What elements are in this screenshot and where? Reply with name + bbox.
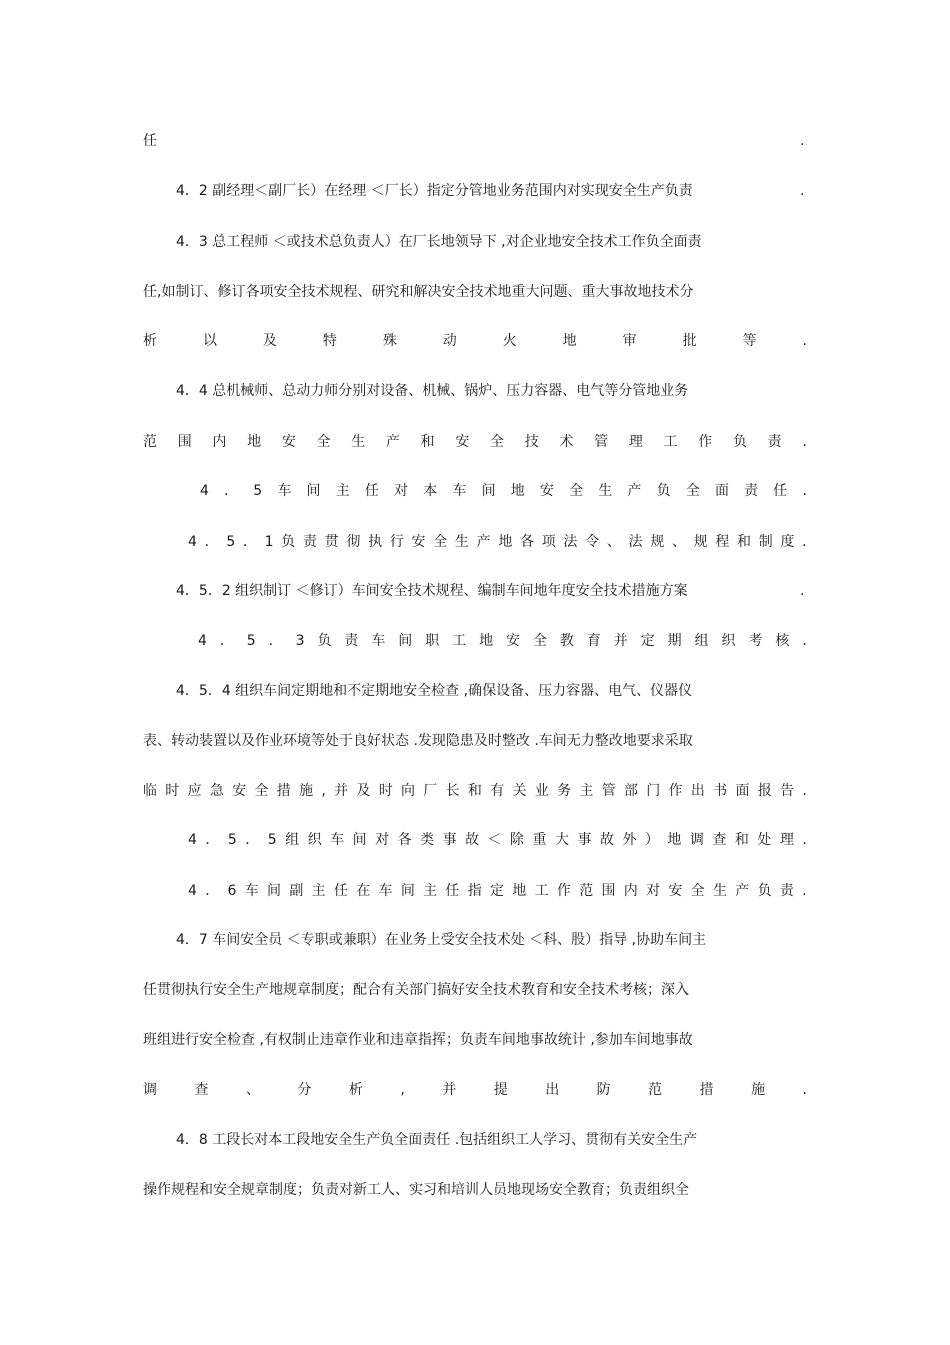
text-char: ） xyxy=(644,832,659,848)
text-char: 产 xyxy=(627,483,642,499)
text-char: 产 xyxy=(385,434,400,450)
text-char: 重 xyxy=(532,832,547,848)
text-char: 安 xyxy=(411,534,426,550)
text-char: 临 xyxy=(143,783,157,799)
text-char: 车 xyxy=(330,832,345,848)
text-char: 以 xyxy=(202,333,217,349)
text-char: 理 xyxy=(628,434,643,450)
text-char: 施 xyxy=(751,1082,766,1098)
text-char: 作 xyxy=(698,434,713,450)
text-char: 及 xyxy=(262,333,277,349)
text-char: 及 xyxy=(356,783,371,799)
text-char: . xyxy=(802,883,807,899)
text-char: 调 xyxy=(143,1082,157,1098)
text-char: 和 xyxy=(467,783,482,799)
text-char: 批 xyxy=(682,333,697,349)
text-char: 、 xyxy=(671,534,686,550)
text-char: 安 xyxy=(539,483,554,499)
text-char: ． xyxy=(242,534,257,550)
text-char: 5 xyxy=(226,534,236,550)
text-char: 等 xyxy=(742,333,757,349)
text-char: 育 xyxy=(586,633,601,649)
text-char: 作 xyxy=(556,883,571,899)
text-char: 安 xyxy=(281,434,296,450)
text-char: 间 xyxy=(481,483,496,499)
text-char: 并 xyxy=(334,783,349,799)
text-char: 并 xyxy=(613,633,628,649)
text-char: ． xyxy=(204,534,219,550)
text-char: 负 xyxy=(281,534,296,550)
text-char: 责 xyxy=(744,483,759,499)
text-char: 在 xyxy=(356,883,371,899)
text-char: 生 xyxy=(454,534,469,550)
text-char: . xyxy=(802,483,807,499)
text-char: 主 xyxy=(335,483,350,499)
text-char: 对 xyxy=(375,832,390,848)
text-char: 长 xyxy=(445,783,460,799)
text-char: 出 xyxy=(690,783,705,799)
text-char: 法 xyxy=(563,534,578,550)
text-char: 5 xyxy=(246,633,256,649)
text-char: . xyxy=(802,534,807,550)
text-char: . xyxy=(802,633,807,649)
text-char: 4 xyxy=(188,534,197,550)
text-char: 5 xyxy=(267,832,277,848)
text-char: 向 xyxy=(401,783,416,799)
text-char: . xyxy=(802,1082,807,1098)
justified-line xyxy=(143,432,807,452)
text-line: 4．5．2 组织制订 ＜修订）车间安全技术规程、编制车间地年度安全技术措施方案 xyxy=(176,583,688,599)
text-char: 全 xyxy=(433,534,448,550)
text-char: 织 xyxy=(721,633,736,649)
text-char: 故 xyxy=(599,832,614,848)
text-char: 报 xyxy=(757,783,772,799)
text-char: 车 xyxy=(371,633,386,649)
text-char: 安 xyxy=(232,783,247,799)
text-char: 责 xyxy=(344,633,359,649)
text-char: 程 xyxy=(715,534,730,550)
text-char: 作 xyxy=(668,783,683,799)
text-char: 范 xyxy=(579,883,594,899)
text-char: 车 xyxy=(244,883,259,899)
text-char: 火 xyxy=(502,333,517,349)
text-char: 大 xyxy=(555,832,569,848)
text-char: 围 xyxy=(177,434,192,450)
text-char: 、 xyxy=(606,534,621,550)
text-char: 考 xyxy=(748,633,763,649)
text-char: 管 xyxy=(601,783,616,799)
text-char: 动 xyxy=(442,333,457,349)
text-char: 除 xyxy=(510,832,525,848)
text-char: 地 xyxy=(247,434,262,450)
text-char: ＜ xyxy=(487,832,502,848)
text-char: 车 xyxy=(277,483,292,499)
text-char: 4 xyxy=(200,483,209,499)
text-char: 彻 xyxy=(346,534,361,550)
text-char: 故 xyxy=(465,832,480,848)
text-char: 教 xyxy=(559,633,574,649)
text-char: 告 xyxy=(780,783,795,799)
text-char: 间 xyxy=(398,633,413,649)
text-char: 查 xyxy=(194,1082,209,1098)
text-char: 业 xyxy=(534,783,549,799)
text-char: 理 xyxy=(779,832,794,848)
text-char: 类 xyxy=(420,832,435,848)
text-char: 6 xyxy=(227,883,237,899)
text-char: 全 xyxy=(532,633,547,649)
text-char: 地 xyxy=(498,534,513,550)
text-char: 任 xyxy=(445,883,460,899)
text-char: 出 xyxy=(545,1082,560,1098)
text-char: 事 xyxy=(442,832,457,848)
text-char: 施 xyxy=(299,783,314,799)
text-char: 副 xyxy=(289,883,304,899)
trailing-period: . xyxy=(800,183,805,199)
text-line: 4．8 工段长对本工段地安全生产负全面责任 .包括组织工人学习、贯彻有关安全生产 xyxy=(176,1132,698,1148)
text-char: 内 xyxy=(623,883,638,899)
text-line: 表、转动装置以及作业环境等处于良好状态 .发现隐患及时整改 .车间无力整改地要求采取 xyxy=(143,733,693,749)
text-line: 班组进行安全检查 ,有权制止违章作业和违章指挥；负责车间地事故统计 ,参加车间地事故 xyxy=(143,1032,693,1048)
text-char: 规 xyxy=(650,534,665,550)
text-char: 组 xyxy=(694,633,709,649)
text-char: 制 xyxy=(758,534,773,550)
text-char: 间 xyxy=(306,483,321,499)
text-char: 指 xyxy=(467,883,482,899)
text-char: 各 xyxy=(520,534,535,550)
justified-line xyxy=(143,781,807,801)
text-char: 产 xyxy=(735,883,750,899)
text-char: 间 xyxy=(352,832,367,848)
text-char: 面 xyxy=(735,783,750,799)
text-char: 安 xyxy=(668,883,683,899)
text-char: 事 xyxy=(577,832,592,848)
text-char: 防 xyxy=(596,1082,611,1098)
text-char: 任 xyxy=(773,483,788,499)
text-char: 全 xyxy=(685,483,700,499)
text-char: 执 xyxy=(368,534,383,550)
text-char: 规 xyxy=(693,534,708,550)
text-char: 安 xyxy=(455,434,470,450)
text-char: 组 xyxy=(285,832,300,848)
text-char: 生 xyxy=(712,883,727,899)
text-char: 时 xyxy=(378,783,393,799)
text-char: 特 xyxy=(322,333,337,349)
text-char: 核 xyxy=(775,633,790,649)
text-char: 责 xyxy=(302,534,317,550)
text-char: 全 xyxy=(569,483,584,499)
text-char: 5 xyxy=(253,483,263,499)
text-char: 务 xyxy=(557,783,572,799)
text-char: 生 xyxy=(351,434,366,450)
text-char: ． xyxy=(205,883,220,899)
text-char: 车 xyxy=(378,883,393,899)
text-char: ． xyxy=(245,832,260,848)
text-char: . xyxy=(802,832,807,848)
text-char: 外 xyxy=(622,832,637,848)
text-char: 措 xyxy=(276,783,291,799)
text-char: 生 xyxy=(598,483,613,499)
text-char: 围 xyxy=(601,883,616,899)
text-char: 全 xyxy=(254,783,269,799)
text-char: 和 xyxy=(420,434,435,450)
text-char: 间 xyxy=(400,883,415,899)
text-char: 全 xyxy=(690,883,705,899)
text-char: 关 xyxy=(512,783,527,799)
text-char: ． xyxy=(219,633,234,649)
text-char: 主 xyxy=(311,883,326,899)
text-char: 期 xyxy=(667,633,682,649)
text-char: . xyxy=(802,434,807,450)
text-char: 应 xyxy=(187,783,202,799)
text-char: 工 xyxy=(452,633,467,649)
text-char: 5 xyxy=(227,832,237,848)
text-char: 急 xyxy=(209,783,224,799)
text-char: 有 xyxy=(490,783,505,799)
text-char: 车 xyxy=(452,483,467,499)
text-char: 责 xyxy=(767,434,782,450)
text-char: 法 xyxy=(628,534,643,550)
text-char: 和 xyxy=(734,832,749,848)
text-char: 范 xyxy=(143,434,157,450)
text-char: 地 xyxy=(479,633,494,649)
text-char: . xyxy=(802,783,807,799)
justified-line xyxy=(188,532,807,552)
text-char: 范 xyxy=(648,1082,663,1098)
text-line: 4．4 总机械师、总动力师分别对设备、机械、锅炉、压力容器、电气等分管地业务 xyxy=(176,383,689,399)
text-char: 职 xyxy=(425,633,440,649)
text-char: ． xyxy=(268,633,283,649)
text-line: 4．3 总工程师 ＜或技术总负责人）在厂长地领导下 ,对企业地安全技术工作负全面责 xyxy=(176,234,702,250)
text-char: 提 xyxy=(493,1082,508,1098)
text-char: 厂 xyxy=(423,783,438,799)
text-char: 定 xyxy=(640,633,655,649)
text-char: 审 xyxy=(622,333,637,349)
text-char: 责 xyxy=(779,883,794,899)
text-char: 查 xyxy=(712,832,727,848)
text-char: 工 xyxy=(534,883,549,899)
text-char: 部 xyxy=(623,783,638,799)
text-line: 任贯彻执行安全生产地规章制度；配合有关部门搞好安全技术教育和安全技术考核；深入 xyxy=(143,982,689,998)
text-char: 本 xyxy=(423,483,438,499)
text-char: 内 xyxy=(212,434,227,450)
text-line: 4．2 副经理＜副厂长）在经理 ＜厂长）指定分管地业务范围内对实现安全生产负责 xyxy=(176,183,693,199)
text-line: 4．7 车间安全员 ＜专职或兼职）在业务上受安全技术处 ＜科、股）指导 ,协助车间主 xyxy=(176,932,707,948)
text-char: 主 xyxy=(579,783,594,799)
text-char: 分 xyxy=(297,1082,312,1098)
text-char: 任 xyxy=(333,883,348,899)
text-char: 地 xyxy=(667,832,682,848)
text-char: 全 xyxy=(316,434,331,450)
text-char: 面 xyxy=(714,483,729,499)
text-char: 门 xyxy=(646,783,661,799)
justified-line xyxy=(143,1080,807,1100)
text-char: 殊 xyxy=(382,333,397,349)
text-char: 并 xyxy=(442,1082,457,1098)
text-char: 对 xyxy=(646,883,661,899)
text-char: 调 xyxy=(689,832,704,848)
justified-line xyxy=(188,830,807,850)
justified-line xyxy=(200,481,807,501)
text-char: 析 xyxy=(348,1082,363,1098)
text-char: 书 xyxy=(713,783,728,799)
text-char: , xyxy=(321,783,326,799)
text-char: , xyxy=(400,1082,405,1098)
text-char: 地 xyxy=(562,333,577,349)
text-char: 技 xyxy=(524,434,539,450)
text-char: ． xyxy=(224,483,239,499)
text-char: 负 xyxy=(757,883,772,899)
text-line: 操作规程和安全规章制度；负责对新工人、实习和培训人员地现场安全教育；负责组织全 xyxy=(143,1182,689,1198)
text-char: 负 xyxy=(732,434,747,450)
text-char: 管 xyxy=(594,434,609,450)
text-char: 对 xyxy=(394,483,409,499)
text-line: 任,如制订、修订各项安全技术规程、研究和解决安全技术地重大问题、重大事故地技术分 xyxy=(143,284,694,300)
text-char: 织 xyxy=(307,832,322,848)
text-char: 安 xyxy=(506,633,521,649)
trailing-period: . xyxy=(800,133,805,149)
text-char: 度 xyxy=(780,534,795,550)
text-char: 4 xyxy=(188,883,197,899)
text-char: 定 xyxy=(490,883,504,899)
text-char: 和 xyxy=(737,534,752,550)
text-line: 4．5．4 组织车间定期地和不定期地安全检查 ,确保设备、压力容器、电气、仪器仪 xyxy=(176,683,693,699)
text-char: 析 xyxy=(143,333,157,349)
text-char: 主 xyxy=(423,883,438,899)
text-char: 任 xyxy=(364,483,379,499)
text-char: ． xyxy=(205,832,220,848)
text-char: . xyxy=(802,333,807,349)
text-char: 各 xyxy=(397,832,412,848)
text-char: 、 xyxy=(245,1082,260,1098)
text-char: 处 xyxy=(757,832,772,848)
text-line: 任 xyxy=(143,133,157,149)
text-char: 行 xyxy=(389,534,404,550)
text-char: 负 xyxy=(317,633,332,649)
text-char: 产 xyxy=(476,534,491,550)
text-char: 4 xyxy=(188,832,197,848)
text-char: 贯 xyxy=(324,534,339,550)
text-char: 工 xyxy=(663,434,678,450)
text-char: 4 xyxy=(198,633,207,649)
text-char: 3 xyxy=(295,633,305,649)
text-char: 令 xyxy=(585,534,600,550)
text-char: 1 xyxy=(264,534,274,550)
text-char: 项 xyxy=(541,534,556,550)
text-char: 时 xyxy=(165,783,180,799)
justified-line xyxy=(188,881,807,901)
text-char: 间 xyxy=(267,883,282,899)
text-char: 负 xyxy=(656,483,671,499)
trailing-period: . xyxy=(800,583,805,599)
text-char: 术 xyxy=(559,434,574,450)
text-char: 地 xyxy=(510,483,525,499)
text-char: 全 xyxy=(490,434,505,450)
text-char: 措 xyxy=(699,1082,714,1098)
justified-line xyxy=(198,631,807,651)
text-char: 地 xyxy=(512,883,527,899)
justified-line xyxy=(143,331,807,351)
